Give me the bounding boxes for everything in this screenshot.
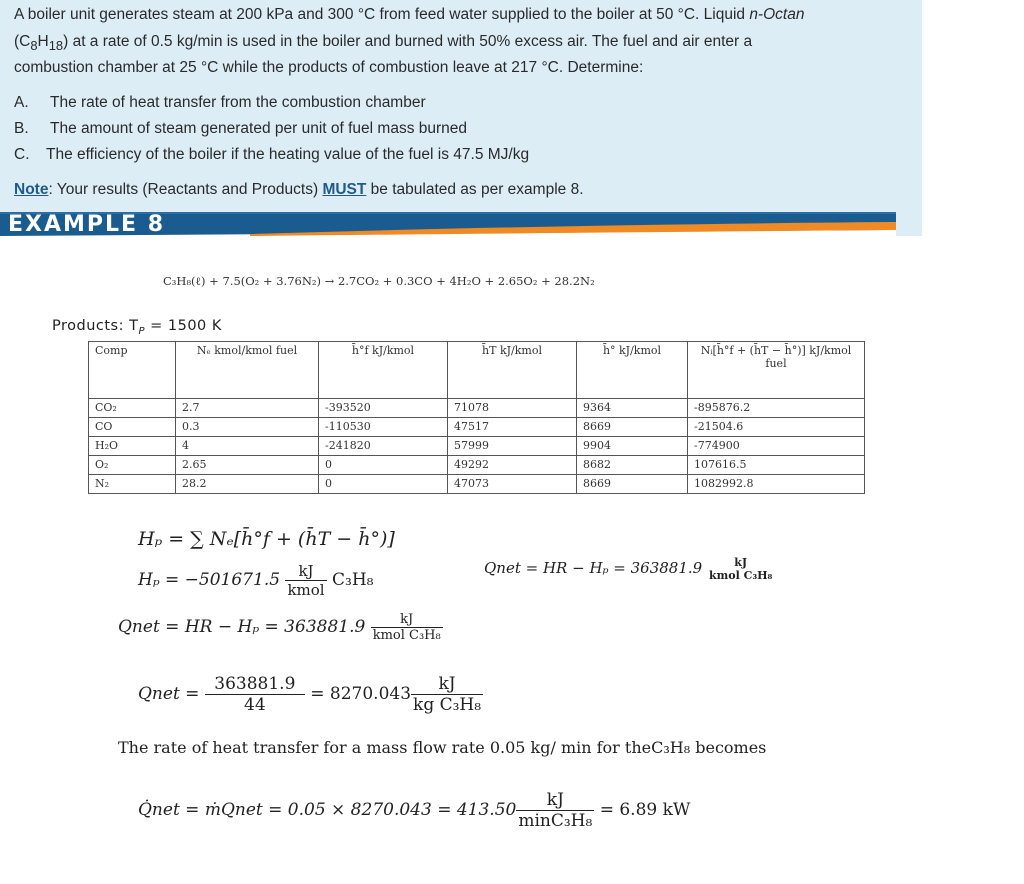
fuel-name: n-Octan	[749, 6, 805, 23]
problem-note: Note: Your results (Reactants and Products) MUST be tabulated as per example 8.	[14, 181, 584, 198]
qnet-division-equation: Qnet = $\frac{363881.9}{44}$ = 8270.043 $\frac{kJ}{\text{kg C₃H₈}}$	[138, 674, 482, 715]
problem-item-b: B. The amount of steam generated per unit of fuel mass burned	[14, 120, 468, 137]
problem-item-a: A. The rate of heat transfer from the combustion chamber	[14, 94, 426, 111]
products-label: Products: $T_P = 1500$ K	[52, 318, 222, 337]
header-total: Nᵢ[h̄°f + (h̄T − h̄°)] kJ/kmol fuel	[688, 342, 865, 399]
qnet-right-equation: Qnet = HR − Hₚ = 363881.9 kJ kmol C₃H₈	[484, 556, 773, 582]
header-enthalpy-ref: h̄° kJ/kmol	[577, 342, 688, 399]
header-formation-enthalpy: h̄°f kJ/kmol	[319, 342, 448, 399]
hp-value-equation: Hₚ = −501671.5 $\frac{kJ}{\text{kmol}}$ C₃H₈	[138, 562, 374, 599]
table-row: CO 0.3 -110530 47517 8669 -21504.6	[89, 418, 865, 437]
problem-item-c: C. The efficiency of the boiler if the heating value of the fuel is 47.5 MJ/kg	[14, 146, 530, 163]
table-row: H₂O 4 -241820 57999 9904 -774900	[89, 437, 865, 456]
reaction-equation: C₃H₈(ℓ) + 7.5(O₂ + 3.76N₂) → 2.7CO₂ + 0.3CO + 4H₂O + 2.65O₂ + 28.2N₂	[163, 274, 595, 288]
header-comp: Comp	[89, 342, 176, 399]
qdot-equation: Q̇net = ṁQnet = 0.05 × 8270.043 = 413.50 $\frac{kJ}{\text{minC₃H₈}}$ = 6.89 kW	[138, 790, 691, 831]
problem-line-2: $(C_8H_{18})$ at a rate of 0.5 kg/min is used in the boiler and burned with 50% excess air. The fuel and air enter a	[14, 33, 753, 54]
products-table	[88, 341, 865, 494]
table-row: O₂ 2.65 0 49292 8682 107616.5	[89, 456, 865, 475]
banner-title: EXAMPLE 8	[8, 212, 166, 237]
qnet-left-equation: Qnet = HR − Hₚ = 363881.9 $\frac{kJ}{\text{kmol C₃H₈}}$	[118, 612, 441, 643]
table-row: N₂ 28.2 0 47073 8669 1082992.8	[89, 475, 865, 494]
table-row: CO₂ 2.7 -393520 71078 9364 -895876.2	[89, 399, 865, 418]
problem-line-3: combustion chamber at 25 °C while the products of combustion leave at 217 °C. Determine:	[14, 59, 644, 76]
hp-sum-equation: Hₚ = ∑ Nₑ[h̄°f + (h̄T − h̄°)]	[138, 528, 395, 550]
table-header-row	[89, 342, 865, 399]
problem-line-1: A boiler unit generates steam at 200 kPa and 300 °C from feed water supplied to the boiler at 50 °C. Liquid n-Octan	[14, 6, 805, 23]
header-moles: Nₑ kmol/kmol fuel	[176, 342, 319, 399]
problem-statement	[0, 0, 922, 236]
header-enthalpy-t: h̄T kJ/kmol	[448, 342, 577, 399]
rate-description: The rate of heat transfer for a mass flow rate 0.05 kg/ min for theC₃H₈ becomes	[118, 738, 767, 757]
